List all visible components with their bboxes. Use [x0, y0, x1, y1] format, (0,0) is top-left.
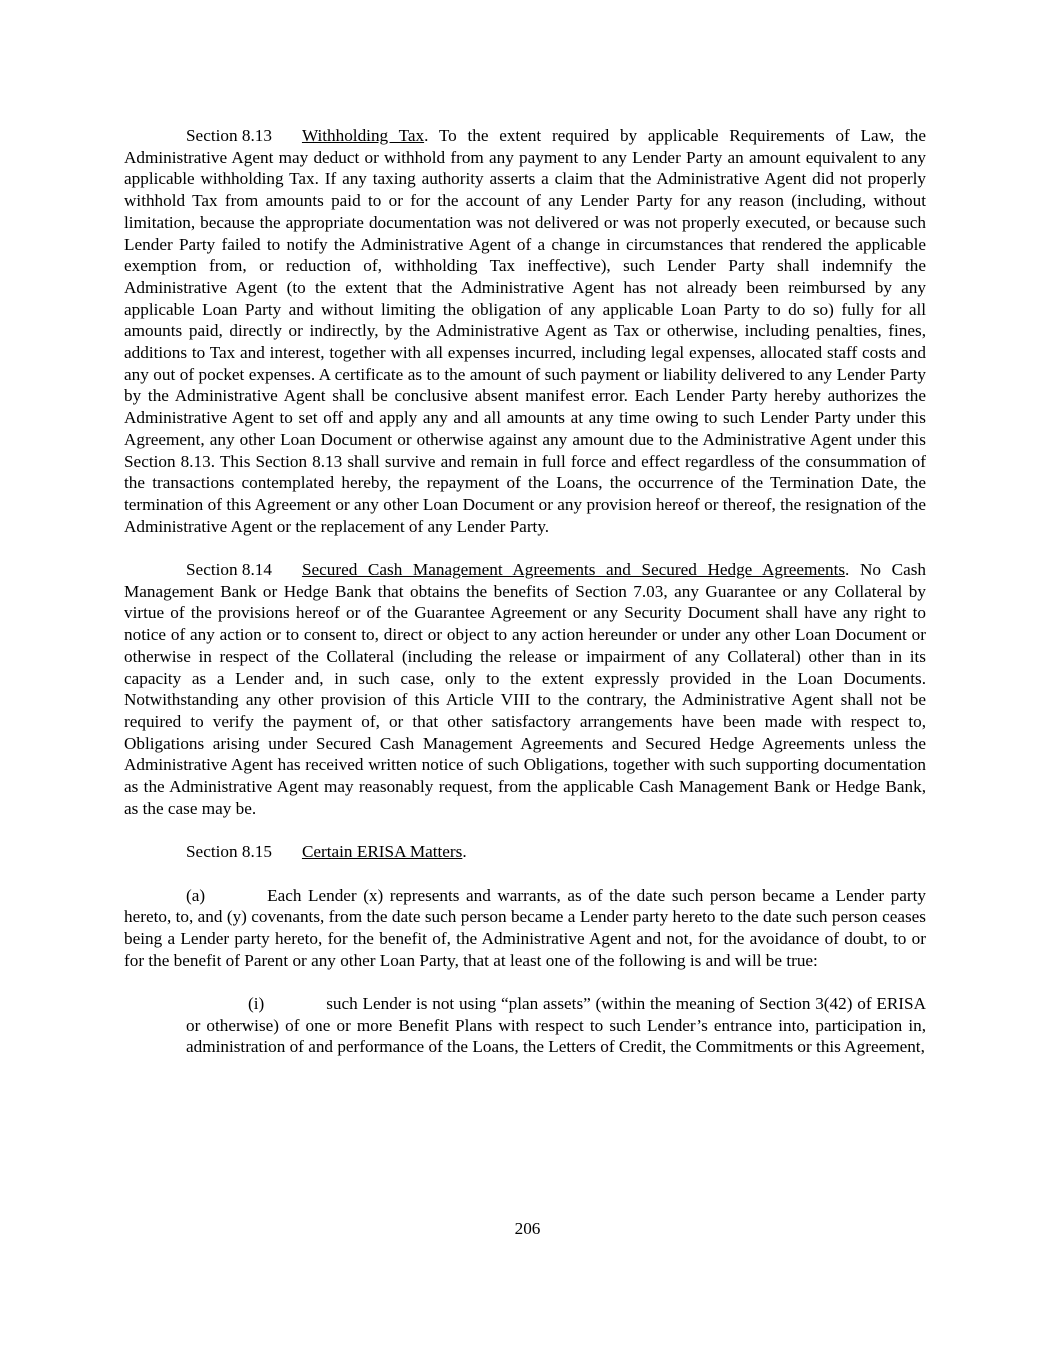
subsection-text: Each Lender (x) represents and warrants, as of the date such person became a Lender party hereto, to, and (y) covenants, from the date such person became a Lender party hereto to the date such person ceases being a Lender party hereto, for the benefit of, the Administrative Agent and not, for the avoidance of doubt, to or for the benefit of Parent or any other Loan Party, that at least one of the following is and will be true:: [124, 885, 926, 970]
section-title-period: .: [845, 560, 850, 580]
section-number: Section 8.14: [186, 560, 272, 580]
section-title: Secured Cash Management Agreements and Secured Hedge Agreements: [301, 560, 846, 580]
underline-gap: [272, 841, 302, 863]
document-page: [124, 125, 926, 1080]
section-8-14: [124, 559, 926, 819]
section-8-13: [124, 125, 926, 537]
section-title: Certain ERISA Matters: [301, 842, 463, 862]
clause-label: (i): [248, 994, 265, 1014]
subsection-a: [124, 885, 926, 972]
clause-text: such Lender is not using “plan assets” (within the meaning of Section 3(42) of ERISA or otherwise) of one or more Benefit Plans with respect to such Lender’s entrance into, participation in, administration of and performance of the Loans, the Letters of Credit, the Commitments or this Agreement,: [186, 994, 926, 1057]
section-body: To the extent required by applicable Requirements of Law, the Administrative Agent may deduct or withhold from any payment to any Lender Party an amount equivalent to any applicable withholding Tax. If any taxing authority asserts a claim that the Administrative Agent did not properly withhold Tax from amounts paid to or for the account of any Lender Party for any reason (including, without limitation, because the appropriate documentation was not delivered or was not properly executed, or because such Lender Party failed to notify the Administrative Agent of a change in circumstances that rendered the applicable exemption from, or reduction of, withholding Tax ineffective), such Lender Party shall indemnify the Administrative Agent (to the extent that the Administrative Agent has not already been reimbursed by any applicable Loan Party and without limiting the obligation of any applicable Loan Party to do so) fully for all amounts paid, directly or indirectly, by the Administrative Agent as Tax or otherwise, including penalties, fines, additions to Tax and interest, together with all expenses incurred, including legal expenses, allocated staff costs and any out of pocket expenses. A certificate as to the amount of such payment or liability delivered to any Lender Party by the Administrative Agent shall be conclusive absent manifest error. Each Lender Party hereby authorizes the Administrative Agent to set off and apply any and all amounts at any time owing to such Lender Party under this Agreement, any other Loan Document or otherwise against any amount due to the Administrative Agent under this Section 8.13. This Section 8.13 shall survive and remain in full force and effect regardless of the consummation of the transactions contemplated hereby, the repayment of the Loans, the occurrence of the Termination Date, the termination of this Agreement or any other Loan Document or any provision hereof or thereof, the resignation of the Administrative Agent or the replacement of any Lender Party.: [124, 126, 926, 536]
section-number: Section 8.15: [186, 842, 272, 862]
clause-i: [186, 993, 926, 1058]
section-number: Section 8.13: [186, 126, 272, 145]
section-title-period: .: [424, 126, 429, 145]
section-body: No Cash Management Bank or Hedge Bank that obtains the benefits of Section 7.03, any Guarantee or any Collateral by virtue of the provisions hereof or of the Guarantee Agreement or any Security Document shall have any right to notice of any action or to consent to, direct or object to any action hereunder or under any other Loan Document or otherwise in respect of the Collateral (including the release or impairment of any Collateral) other than in its capacity as a Lender and, in such case, only to the extent expressly provided in the Loan Documents. Notwithstanding any other provision of this Article VIII to the contrary, the Administrative Agent shall not be required to verify the payment of, or that other satisfactory arrangements have been made with respect to, Obligations arising under Secured Cash Management Agreements and Secured Hedge Agreements unless the Administrative Agent has received written notice of such Obligations, together with such supporting documentation as the Administrative Agent may reasonably request, from the applicable Cash Management Bank or Hedge Bank, as the case may be.: [124, 560, 926, 818]
underline-gap: [272, 559, 302, 581]
page-number: 206: [514, 1219, 541, 1238]
underline-gap: [272, 125, 302, 147]
section-title: Withholding Tax: [301, 126, 425, 145]
section-8-15: [124, 841, 926, 863]
section-title-period: .: [462, 842, 467, 862]
subsection-label: (a): [186, 885, 206, 905]
